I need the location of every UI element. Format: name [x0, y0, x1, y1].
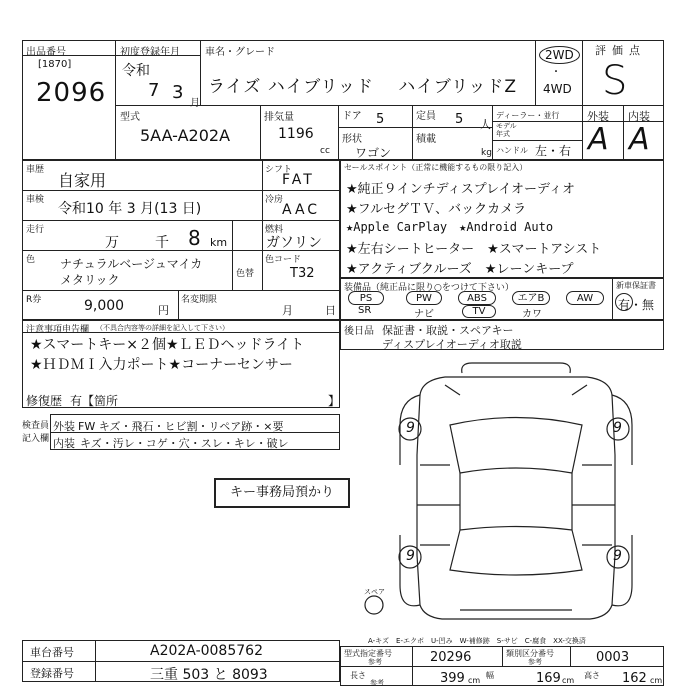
after-label: 後日品 — [344, 326, 374, 337]
height: 162 — [622, 671, 647, 686]
stamp: キー事務局預かり — [214, 478, 350, 508]
sales-line-1: ★純正９インチディスプレイオーディオ — [346, 182, 576, 197]
handle: 左・右 — [535, 144, 572, 158]
after-line-2: ディスプレイオーディオ取説 — [382, 338, 522, 351]
lot-label: 出品番号 — [26, 47, 66, 58]
tire-mark-rr: 9 — [613, 548, 622, 564]
notes-line-1: ★スマートキー×２個★ＬＥＤヘッドライト — [30, 337, 305, 353]
reg: 三重 503 と 8093 — [150, 667, 268, 683]
aircon-label: 冷房 — [265, 195, 284, 205]
repair-bracket: 】 — [328, 394, 341, 408]
class-label: 類別区分番号 — [506, 649, 554, 658]
interior-grade: A — [629, 122, 650, 157]
warranty-circle — [615, 293, 633, 311]
reg-month: 3 — [172, 82, 184, 103]
color-change-label: 色替 — [236, 269, 255, 279]
sales-label: セールスポイント（正常に機能するもの限り記入） — [344, 163, 528, 172]
color-code: T32 — [290, 266, 315, 281]
inspector-interior: キズ・汚レ・コゲ・穴・スレ・キレ・破レ — [80, 437, 289, 450]
displacement-label: 排気量 — [264, 112, 294, 123]
color-label: 色 — [26, 255, 36, 265]
equip-aw: AW — [566, 291, 604, 305]
chassis: A202A-0085762 — [150, 643, 263, 659]
history-value: 自家用 — [58, 171, 107, 190]
warranty-value: 有・無 — [618, 298, 655, 312]
inspection-label: 車検 — [26, 195, 45, 205]
doors-label: ドア — [342, 111, 362, 122]
fuel-label: 燃料 — [265, 225, 284, 235]
equip-abs: ABS — [458, 291, 496, 305]
interior-label: 内装 — [628, 110, 650, 123]
length: 399 — [440, 671, 465, 686]
mileage-label: 走行 — [26, 225, 45, 235]
equip-pw: PW — [406, 291, 442, 305]
repair-label: 修復歴 — [26, 394, 63, 408]
displacement: 1196 — [278, 126, 314, 142]
sales-line-3: ★Apple CarPlay ★Android Auto — [346, 220, 554, 234]
doors: 5 — [376, 112, 385, 127]
load-label: 積載 — [416, 134, 436, 145]
equip-navi: ナビ — [414, 309, 434, 320]
shape: ワゴン — [355, 146, 392, 160]
mileage-man: 万 — [105, 235, 119, 251]
shift: FAT — [282, 172, 315, 188]
exterior-label: 外装 — [587, 110, 609, 123]
drive-4wd: 4WD — [543, 82, 572, 96]
width-label: 幅 — [486, 671, 494, 680]
reg-label: 登録番号 — [30, 667, 74, 680]
equip-airbag: エアB — [512, 291, 550, 305]
drive-2wd: 2WD — [539, 46, 580, 64]
length-unit: cm — [468, 676, 481, 685]
type-spec-label: 型式指定番号 — [344, 649, 392, 658]
overall-grade: S — [602, 58, 628, 104]
class: 0003 — [596, 650, 630, 665]
sales-line-5: ★アクティブクルーズ ★レーンキープ — [346, 262, 574, 277]
grade-label: 評価点 — [595, 44, 646, 57]
mileage-sen: 千 — [155, 235, 169, 251]
car-name: ライズ ハイブリッド ハイブリッドZ — [208, 77, 518, 97]
era: 令和 — [122, 63, 150, 79]
inspector-label: 検査員 記入欄 — [22, 421, 50, 444]
shift-label: シフト — [265, 165, 293, 175]
notes-label: 注意事項申告欄 — [26, 325, 90, 335]
lot-number: 2096 — [36, 78, 107, 108]
name-change-month: 月 — [282, 304, 293, 317]
notes-sublabel: （不具合内容等の詳細を記入して下さい） — [96, 324, 229, 332]
inspector-interior-prefix: 内装 — [53, 437, 75, 450]
recycle-value: 9,000 — [84, 298, 125, 314]
lot-sub: [1870] — [38, 59, 72, 70]
width-unit: cm — [562, 676, 575, 685]
equip-ps: PS — [348, 291, 384, 305]
inspector-exterior-prefix: 外装 — [53, 420, 75, 433]
length-label: 長さ — [350, 671, 366, 680]
width: 169 — [536, 671, 561, 686]
car-diagram — [350, 355, 664, 635]
recycle-unit: 円 — [158, 304, 169, 317]
chassis-label: 車台番号 — [30, 646, 74, 659]
warranty-label: 新車保証書 — [616, 281, 656, 290]
class-ref: 参考 — [528, 658, 542, 666]
model-year-label: モデル 年式 — [496, 122, 517, 138]
height-label: 高さ — [584, 671, 600, 680]
mileage-value: 8 — [188, 226, 201, 250]
sales-line-4: ★左右シートヒーター ★スマートアシスト — [346, 242, 602, 257]
equip-tv: TV — [462, 305, 496, 318]
color-code-label: 色コード — [265, 255, 302, 265]
type-spec-ref: 参考 — [368, 658, 382, 666]
tire-mark-rl: 9 — [406, 548, 415, 564]
history-label: 車歴 — [26, 165, 45, 175]
length-ref: 参考 — [370, 679, 384, 687]
color-value: ナチュラルベージュマイカ メタリック — [60, 257, 203, 287]
handle-label: ハンドル — [496, 146, 528, 155]
model-value: 5AA-A202A — [140, 126, 231, 145]
name-label: 車名・グレード — [205, 47, 275, 58]
name-change-day: 日 — [325, 304, 336, 317]
type-spec: 20296 — [430, 650, 472, 665]
equipment-label: 装備品（純正品に限り○をつけて下さい） — [344, 283, 514, 293]
equip-sr: SR — [358, 305, 372, 316]
recycle-label: R券 — [26, 295, 42, 305]
equip-leather: カワ — [522, 309, 542, 320]
notes-line-2: ★ＨＤＭＩ入力ポート★コーナーセンサー — [30, 357, 293, 373]
tire-mark-fr: 9 — [613, 420, 622, 436]
shape-label: 形状 — [342, 134, 362, 145]
mileage-unit: km — [210, 236, 228, 249]
diagram-legend: A-キズ E-エクボ U-凹み W-補修跡 S-サビ C-腐食 XX-交換済 — [368, 637, 586, 645]
aircon: AAC — [282, 202, 321, 218]
height-unit: cm — [650, 676, 663, 685]
capacity: 5 — [455, 112, 464, 127]
repair-value: 有【箇所 — [70, 394, 119, 408]
sales-line-2: ★フルセグＴＶ、バックカメラ — [346, 202, 527, 217]
after-line-1: 保証書・取説・スペアキー — [382, 324, 514, 337]
kg-unit: kg — [481, 148, 492, 158]
inspection-value: 令和10 年 3 月(13 日) — [58, 201, 202, 217]
exterior-grade: A — [588, 122, 609, 157]
reg-year: 7 — [148, 80, 160, 101]
dealer-label: ディーラー・並行 — [496, 111, 560, 120]
capacity-label: 定員 — [416, 111, 436, 122]
spare-label: スペア — [364, 588, 385, 596]
tire-mark-fl: 9 — [406, 420, 415, 436]
fuel: ガソリン — [266, 235, 322, 251]
first-reg-label: 初度登録年月 — [120, 47, 180, 58]
drive-dot: ・ — [551, 67, 561, 78]
cc-unit: cc — [320, 146, 330, 156]
capacity-unit: 人 — [480, 118, 491, 131]
name-change-label: 名変期限 — [181, 295, 218, 305]
spare-tire — [365, 596, 383, 614]
model-label: 型式 — [120, 112, 140, 123]
inspector-exterior: FW キズ・飛石・ヒビ割・リペア跡・×要 — [78, 420, 284, 433]
month-unit: 月 — [190, 98, 200, 109]
